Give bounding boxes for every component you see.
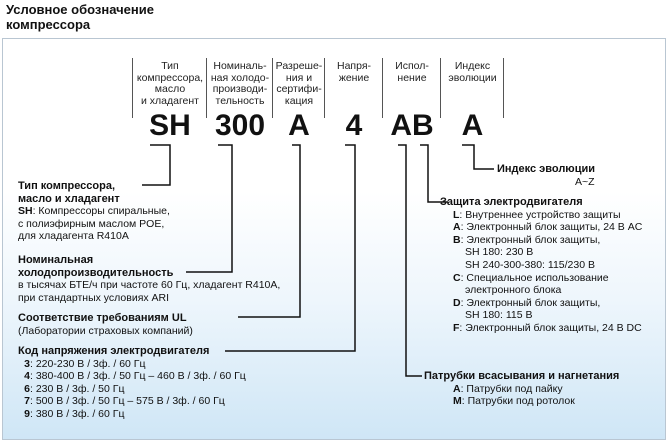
connector-connections	[398, 145, 422, 376]
list-item: M: Патрубки под ротолок	[453, 395, 575, 408]
code-capacity: 300	[214, 109, 266, 142]
title-line-2: компрессора	[6, 17, 91, 32]
list-item: A: Патрубки под пайку	[453, 382, 563, 395]
block-evolution: Индекс эволюции A~Z	[497, 163, 595, 188]
type-key: SH	[18, 205, 33, 218]
list-item: SH 180: 230 В	[465, 246, 534, 259]
list-item: D: Электронный блок защиты,	[453, 296, 601, 309]
column-head-approvals: Разреше- ния и сертифи- кация	[275, 60, 323, 107]
column-head-voltage: Напря- жение	[336, 60, 371, 84]
connector-protection	[420, 145, 448, 202]
list-item: SH 240-300-380: 115/230 В	[465, 258, 595, 271]
list-item: электронного блока	[465, 284, 562, 297]
list-item: 4: 380-400 В / 3ф. / 50 Гц – 460 В / 3ф. / 60 Гц	[24, 370, 246, 383]
list-item: 9: 380 В / 3ф. / 60 Гц	[24, 407, 125, 420]
list-item: 7: 500 В / 3ф. / 50 Гц – 575 В / 3ф. / 60 Гц	[24, 395, 225, 408]
list-item: 6: 230 В / 3ф. / 50 Гц	[24, 382, 125, 395]
block-compressor-type: Тип компрессора, масло и хладагент SH: Компрессоры спиральные, с полиэфирным маслом POE, для хладагента R410A	[18, 180, 170, 243]
block-ul: Соответствие требованиям UL (Лаборатории страховых компаний)	[18, 312, 193, 337]
connector-evolution	[462, 145, 494, 169]
list-item: B: Электронный блок защиты,	[453, 233, 601, 246]
connector-type	[142, 145, 170, 185]
title-line-1: Условное обозначение	[6, 2, 154, 17]
column-head-evolution: Индекс эволюции	[448, 60, 497, 84]
list-item: 3: 220-230 В / 3ф. / 60 Гц	[24, 357, 146, 370]
column-head-type: Тип компрессора, масло и хладагент	[136, 60, 204, 107]
list-item: F: Электронный блок защиты, 24 В DC	[453, 321, 642, 334]
list-item: A: Электронный блок защиты, 24 В AC	[453, 221, 643, 234]
code-version: AB	[390, 109, 434, 142]
code-evolution: A	[461, 109, 484, 142]
column-head-capacity: Номиналь- ная холодо- производи- тельность	[210, 60, 270, 107]
block-capacity: Номинальная холодопроизводительность в тысячах БТЕ/ч при частоте 60 Гц, хладагент R410A, при стандартных условиях ARI	[18, 254, 281, 304]
code-approvals: A	[288, 109, 310, 142]
block-voltage: Код напряжения электродвигателя 3: 220-230 В / 3ф. / 60 Гц 4: 380-400 В / 3ф. / 50 Гц – 460 В / 3ф. / 60 Гц 6: 230 В / 3ф. / 50 Гц 7: 500 В / 3ф. / 50 Гц – 575 В / 3ф. / 60 Гц 9: 380 В / 3ф. / 60 Гц	[18, 345, 246, 420]
list-item: SH 180: 115 В	[465, 309, 533, 322]
block-connections: Патрубки всасывания и нагнетания A: Патрубки под пайку M: Патрубки под ротолок	[424, 370, 620, 408]
code-voltage: 4	[345, 109, 363, 142]
list-item: C: Специальное использование	[453, 271, 609, 284]
column-head-version: Испол- нение	[395, 60, 429, 84]
connector-voltage	[225, 145, 355, 351]
block-protection: Защита электродвигателя L: Внутреннее устройство защиты A: Электронный блок защиты, 24 В AC B: Электронный блок защиты, SH 180: 230 В SH 240-300-380: 115/230 В C: Специальное использование электронного блока D: Электронный блок защиты, SH 180: 115 В F: Электронный блок защиты, 24 В DC	[440, 196, 643, 334]
connector-capacity	[186, 145, 232, 272]
list-item: L: Внутреннее устройство защиты	[453, 208, 621, 221]
code-type: SH	[149, 109, 191, 142]
